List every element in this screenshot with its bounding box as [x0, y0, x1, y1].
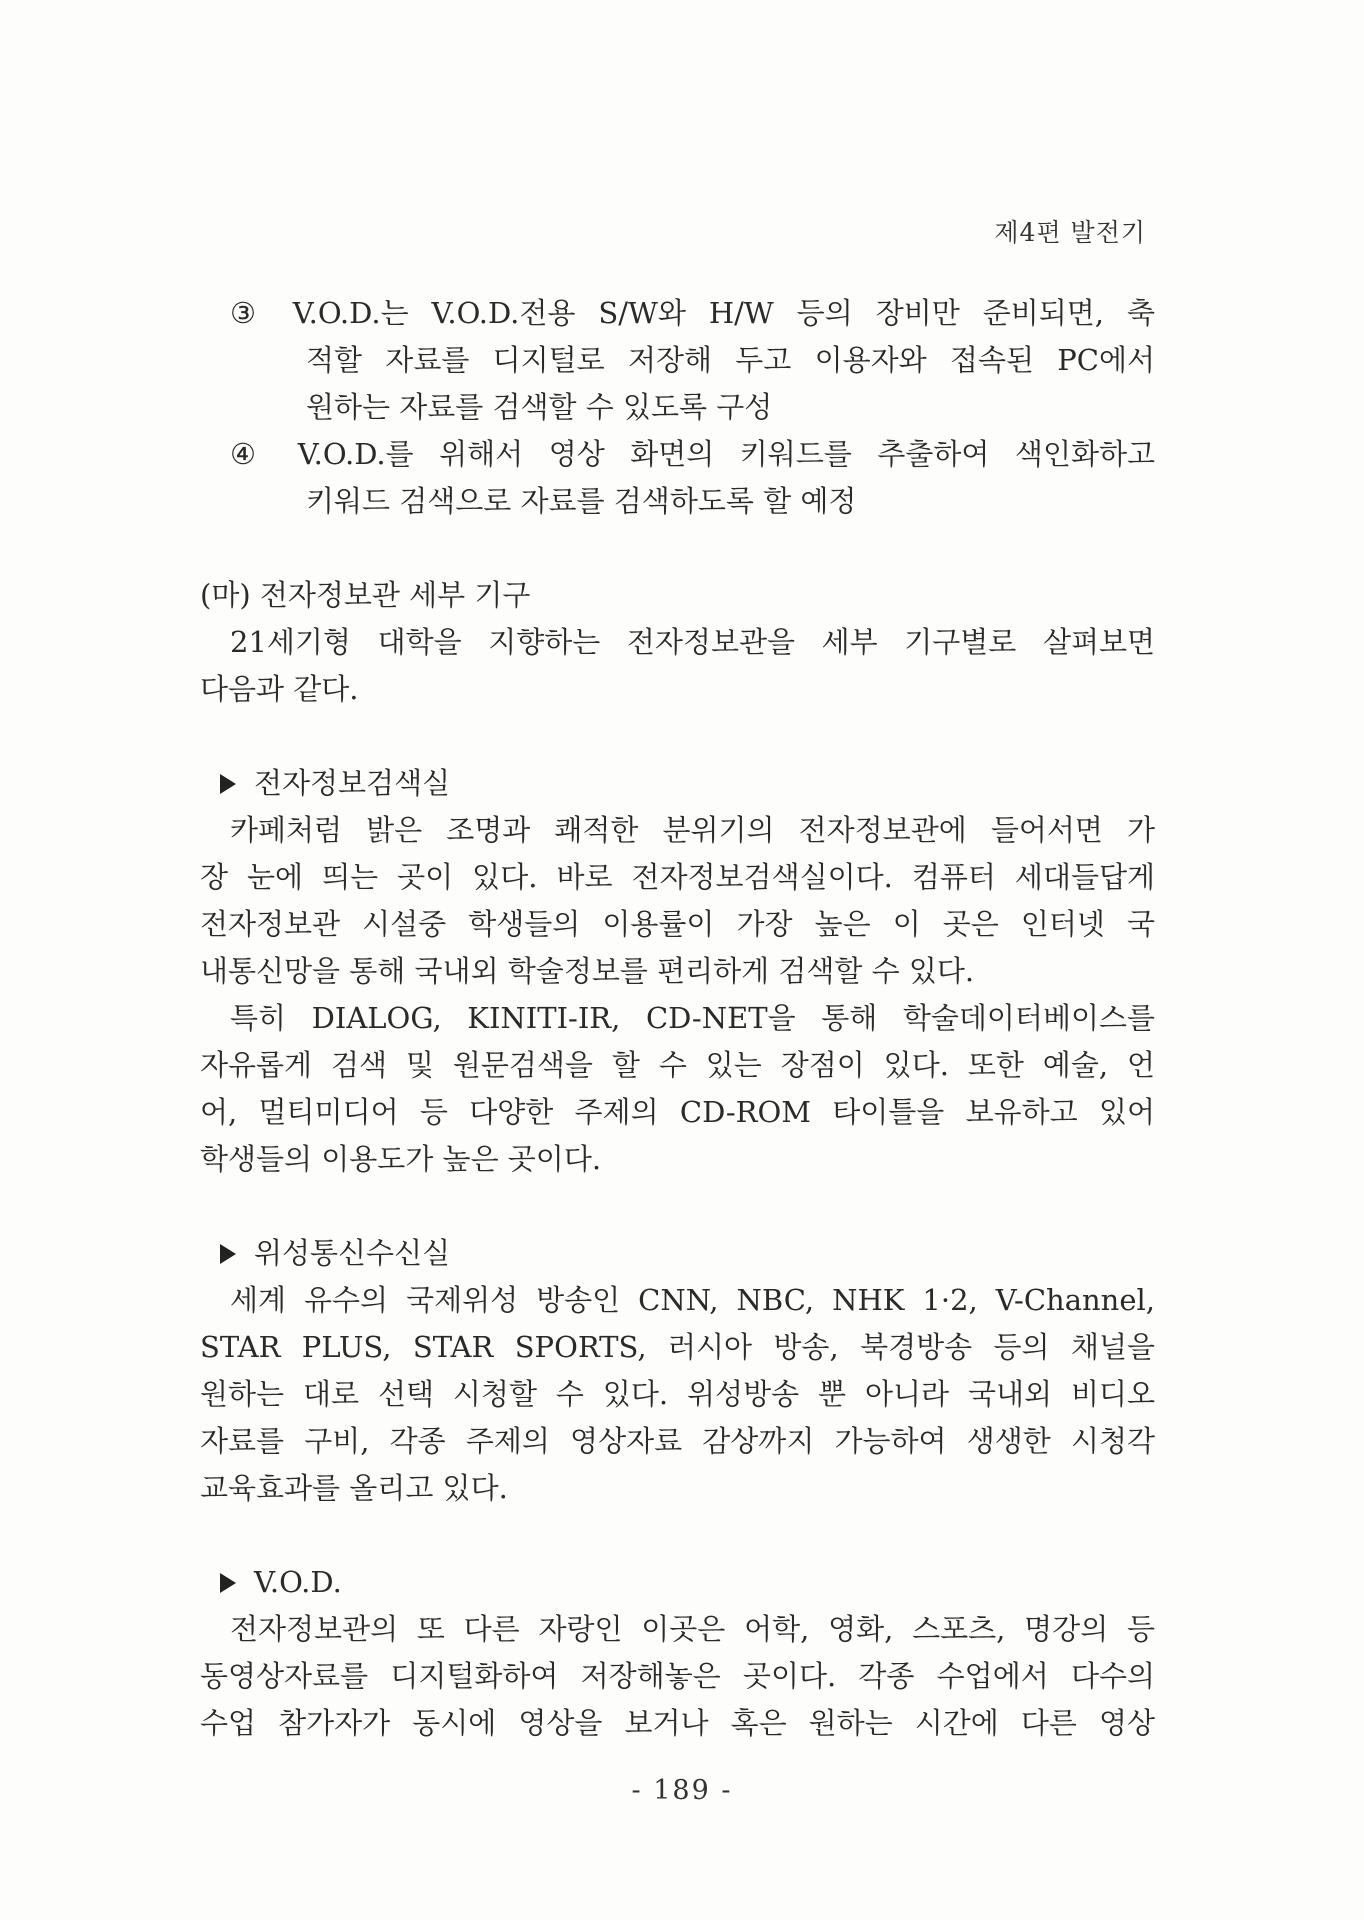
- list-item-line: 원하는 자료를 검색할 수 있도록 구성: [306, 390, 773, 424]
- paragraph-line: 장 눈에 띄는 곳이 있다. 바로 전자정보검색실이다. 컴퓨터 세대들답게: [200, 860, 1155, 894]
- list-item: [200, 290, 1155, 431]
- list-item-line: 적할 자료를 디지털로 저장해 두고 이용자와 접속된 PC에서: [306, 343, 1155, 377]
- paragraph-line: 교육효과를 올리고 있다.: [200, 1471, 508, 1505]
- page-body: [200, 290, 1155, 1747]
- triangle-bullet-icon: [220, 774, 236, 794]
- paragraph-line: STAR PLUS, STAR SPORTS, 러시아 방송, 북경방송 등의 채널을: [200, 1330, 1155, 1364]
- triangle-bullet-icon: [220, 1244, 236, 1264]
- paragraph: [200, 995, 1155, 1183]
- paragraph-line: 전자정보관 시설중 학생들의 이용률이 가장 높은 이 곳은 인터넷 국: [200, 907, 1155, 941]
- paragraph-line: 다음과 같다.: [200, 672, 359, 706]
- subsection-title-text: 전자정보검색실: [254, 766, 451, 800]
- subsection-title-text: 위성통신수신실: [254, 1236, 451, 1270]
- subsection-title-text: V.O.D.: [254, 1565, 342, 1599]
- list-item-line: 키워드 검색으로 자료를 검색하도록 할 예정: [306, 484, 857, 518]
- paragraph-line: 특히 DIALOG, KINITI-IR, CD-NET을 통해 학술데이터베이스를: [230, 1001, 1155, 1035]
- subsection-title: [200, 760, 1155, 807]
- paragraph-line: 원하는 대로 선택 시청할 수 있다. 위성방송 뿐 아니라 국내외 비디오: [200, 1377, 1155, 1411]
- paragraph-line: 내통신망을 통해 국내외 학술정보를 편리하게 검색할 수 있다.: [200, 954, 975, 988]
- triangle-bullet-icon: [220, 1573, 236, 1593]
- list-item: [200, 431, 1155, 525]
- list-item-line: ④ V.O.D.를 위해서 영상 화면의 키워드를 추출하여 색인화하고: [230, 437, 1155, 471]
- paragraph: [200, 1277, 1155, 1512]
- list-item-line: ③ V.O.D.는 V.O.D.전용 S/W와 H/W 등의 장비만 준비되면, 축: [230, 296, 1155, 330]
- paragraph-line: 카페처럼 밝은 조명과 쾌적한 분위기의 전자정보관에 들어서면 가: [230, 813, 1155, 847]
- paragraph-line: 21세기형 대학을 지향하는 전자정보관을 세부 기구별로 살펴보면: [230, 625, 1155, 659]
- paragraph-line: 학생들의 이용도가 높은 곳이다.: [200, 1142, 602, 1176]
- subsection-title: [200, 1559, 1155, 1606]
- paragraph-line: 어, 멀티미디어 등 다양한 주제의 CD-ROM 타이틀을 보유하고 있어: [200, 1095, 1155, 1129]
- paragraph-line: 전자정보관의 또 다른 자랑인 이곳은 어학, 영화, 스포츠, 명강의 등: [230, 1612, 1155, 1646]
- paragraph-line: 세계 유수의 국제위성 방송인 CNN, NBC, NHK 1·2, V-Channel,: [230, 1283, 1155, 1317]
- section-intro: [200, 619, 1155, 713]
- paragraph-line: 동영상자료를 디지털화하여 저장해놓은 곳이다. 각종 수업에서 다수의: [200, 1659, 1155, 1693]
- section-heading: (마) 전자정보관 세부 기구: [200, 578, 531, 612]
- paragraph: [200, 1606, 1155, 1747]
- subsection-title: [200, 1230, 1155, 1277]
- running-header: 제4편 발전기: [994, 218, 1146, 247]
- paragraph: [200, 807, 1155, 995]
- page-number: - 189 -: [631, 1775, 733, 1806]
- paragraph-line: 자유롭게 검색 및 원문검색을 할 수 있는 장점이 있다. 또한 예술, 언: [200, 1048, 1155, 1082]
- paragraph-line: 자료를 구비, 각종 주제의 영상자료 감상까지 가능하여 생생한 시청각: [200, 1424, 1155, 1458]
- paragraph-line: 수업 참가자가 동시에 영상을 보거나 혹은 원하는 시간에 다른 영상: [200, 1706, 1155, 1740]
